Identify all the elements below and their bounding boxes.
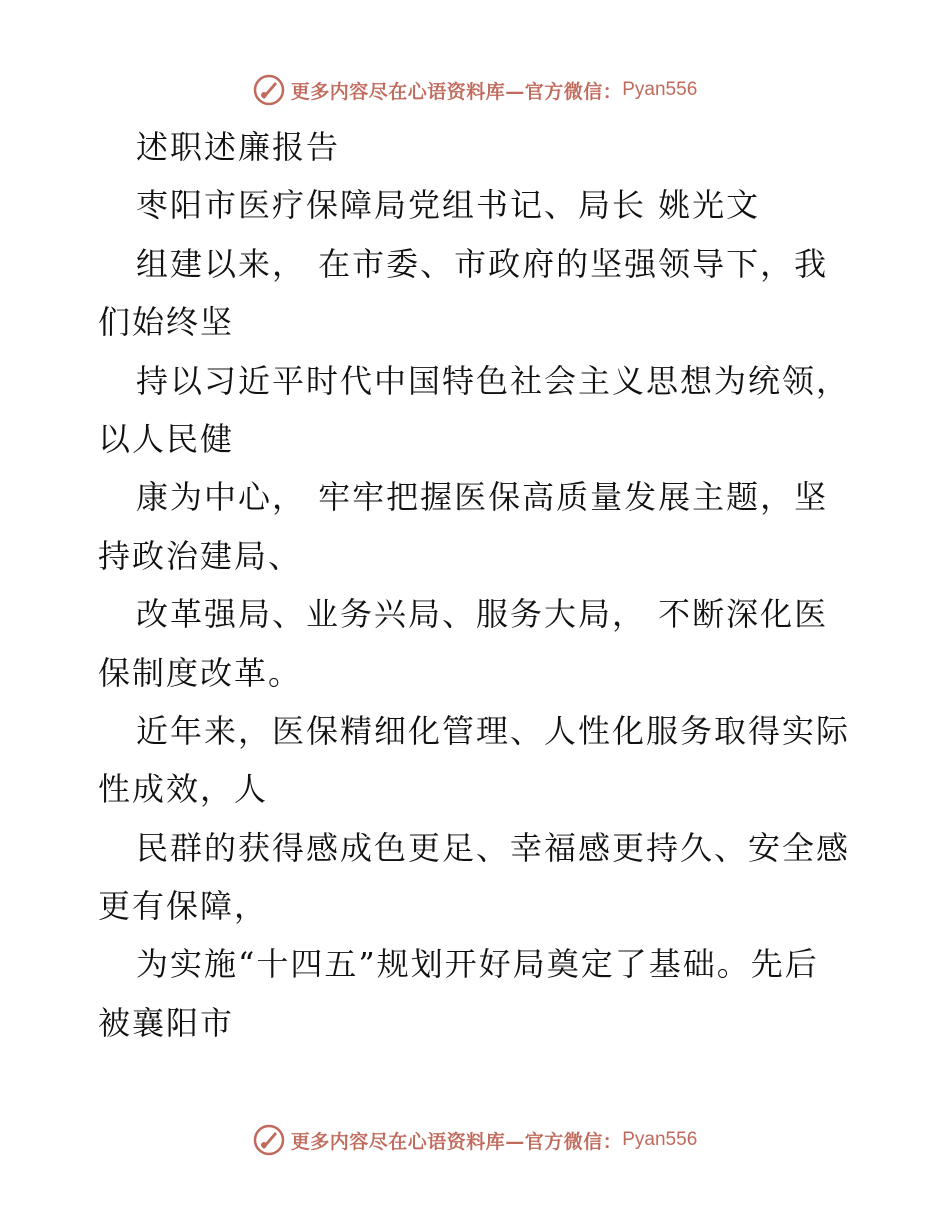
paragraph-line: 保制度改革。	[98, 653, 303, 692]
footer-banner	[0, 1120, 950, 1160]
paragraph-line: 性成效，人	[98, 770, 269, 809]
quill-logo-icon	[253, 1124, 285, 1156]
paragraph-line: 康为中心， 牢牢把握医保高质量发展主题，坚	[136, 478, 829, 517]
paragraph-line: 持政治建局、	[98, 536, 303, 575]
quill-logo-icon	[253, 74, 285, 106]
paragraph-line: 改革强局、业务兴局、服务大局， 不断深化医	[136, 595, 829, 634]
footer-banner-id: Pyan556	[622, 1129, 698, 1150]
paragraph-line: 们始终坚	[98, 303, 235, 342]
paragraph-line: 更有保障，	[98, 887, 269, 926]
header-banner	[0, 70, 950, 110]
paragraph-line: 以人民健	[98, 419, 235, 458]
document-body	[98, 118, 858, 1052]
document-title: 述职述廉报告	[136, 128, 341, 166]
paragraph-line: 被襄阳市	[98, 1003, 235, 1042]
paragraph-line: 持以习近平时代中国特色社会主义思想为统领，	[136, 361, 851, 400]
author-line: 枣阳市医疗保障局党组书记、局长 姚光文	[136, 186, 761, 225]
paragraph-line: 为实施“十四五”规划开好局奠定了基础。先后	[136, 945, 819, 984]
paragraph-line: 组建以来， 在市委、市政府的坚强领导下，我	[136, 244, 829, 283]
footer-banner-text: 更多内容尽在心语资料库—官方微信：	[290, 1130, 623, 1153]
header-banner-id: Pyan556	[622, 79, 698, 100]
paragraph-line: 民群的获得感成色更足、幸福感更持久、安全感	[136, 828, 851, 867]
paragraph-line: 近年来，医保精细化管理、人性化服务取得实际	[136, 711, 851, 750]
header-banner-text: 更多内容尽在心语资料库—官方微信：	[290, 80, 623, 103]
